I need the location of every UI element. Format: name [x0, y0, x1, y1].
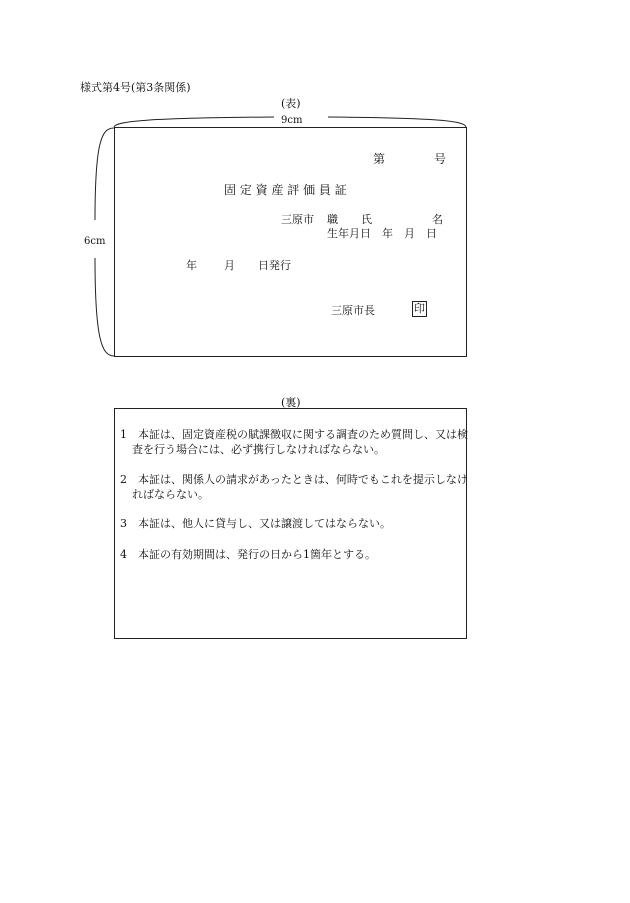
back-heading: (裏)	[281, 396, 301, 409]
seal-box: 印	[414, 302, 425, 315]
back-item-text: 本証は、他人に貸与し、又は譲渡してはならない。	[138, 517, 391, 530]
back-item-number: 2	[120, 473, 127, 486]
width-brace-left	[114, 117, 274, 127]
height-brace-bottom	[95, 258, 114, 356]
width-brace-right	[328, 117, 466, 127]
form-label: 様式第4号(第3条関係)	[80, 81, 191, 94]
name-label-start: 氏	[361, 213, 372, 226]
mayor-label: 三原市長	[331, 304, 375, 317]
number-prefix: 第	[373, 152, 386, 166]
height-brace-top	[95, 128, 114, 220]
back-item-text: 本証は、固定資産税の賦課徴収に関する調査のため質問し、又は検査を行う場合には、必ず携行しなければならない。	[132, 428, 468, 456]
back-item-number: 4	[120, 548, 127, 561]
width-label: 9cm	[281, 115, 303, 126]
issue-month: 月	[224, 259, 235, 272]
height-label: 6cm	[84, 236, 106, 247]
front-card	[114, 127, 467, 357]
number-suffix: 号	[434, 152, 447, 166]
back-item-number: 3	[120, 517, 127, 530]
position-label: 職	[327, 213, 338, 226]
back-item-number: 1	[120, 428, 127, 441]
back-item-text: 本証は、関係人の請求があったときは、何時でもこれを提示しなければならない。	[132, 473, 468, 501]
birthdate-label: 生年月日 年 月 日	[327, 227, 437, 240]
card-title: 固 定 資 産 評 価 員 証	[224, 183, 347, 197]
back-item-text: 本証の有効期間は、発行の日から1箇年とする。	[138, 548, 376, 561]
front-heading: (表)	[281, 97, 301, 110]
city-label: 三原市	[281, 213, 314, 226]
issue-day: 日発行	[258, 259, 291, 272]
issue-year: 年	[186, 259, 197, 272]
name-label-end: 名	[432, 213, 443, 226]
